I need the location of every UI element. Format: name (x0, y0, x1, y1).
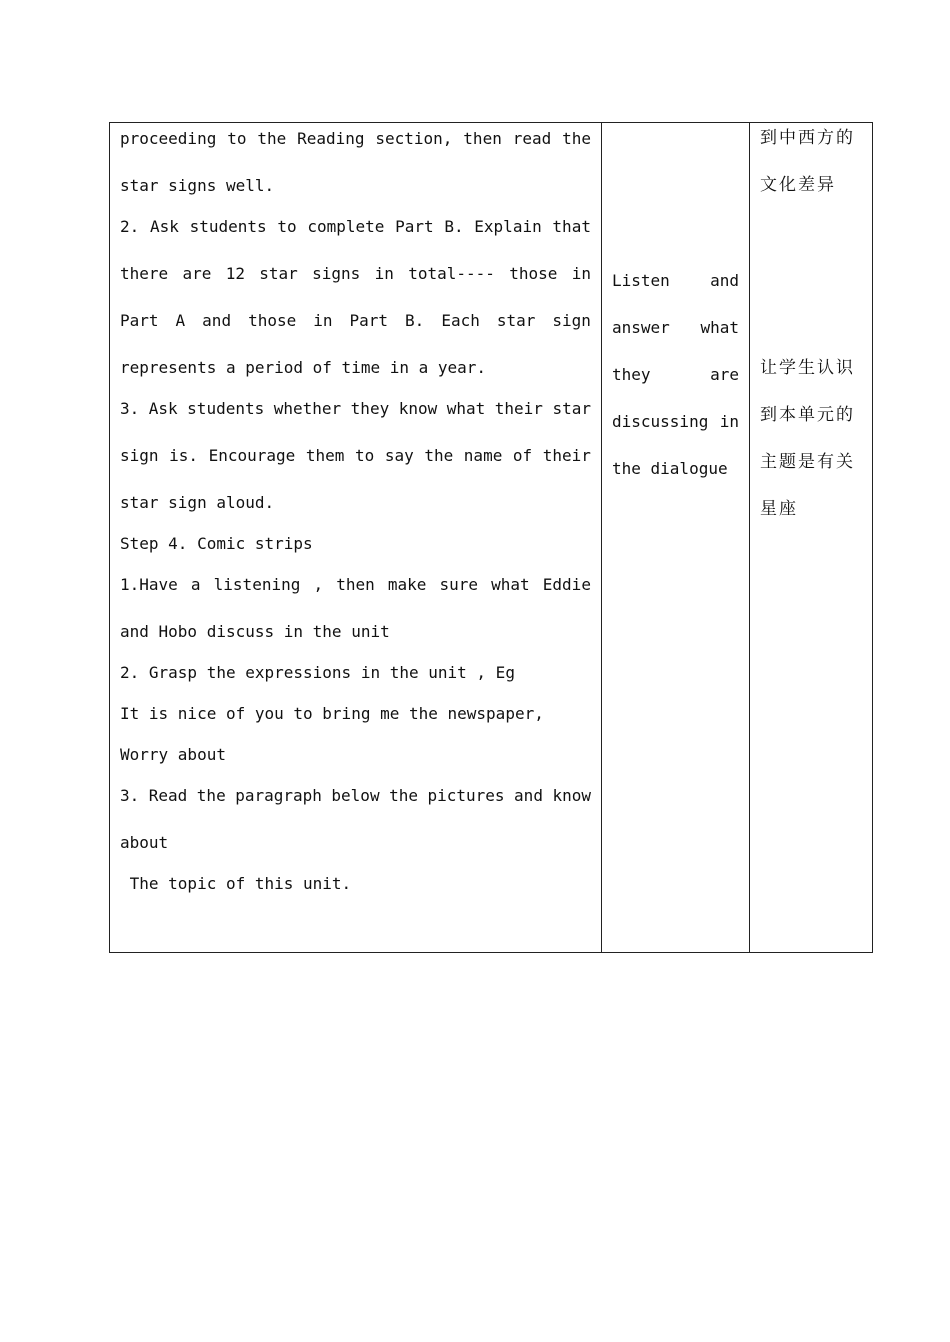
purpose-line: 到中西方的 (760, 128, 855, 148)
activity-line (612, 365, 739, 385)
word: them (305, 446, 345, 465)
word: Read (148, 786, 188, 805)
procedure-line (120, 264, 591, 284)
word: listening (213, 575, 301, 594)
step-heading: Step 4. Comic strips (120, 534, 313, 553)
purpose-line: 星座 (760, 499, 798, 519)
procedure-line: It is nice of you to bring me the newspaper, (120, 704, 544, 723)
word: 3. (120, 399, 140, 418)
word: those (248, 311, 297, 330)
word: to (277, 217, 297, 236)
word: B. (444, 217, 464, 236)
word: are (710, 365, 739, 384)
purpose-line: 让学生认识 (760, 358, 855, 378)
word: know (398, 399, 438, 418)
word: the (424, 446, 454, 465)
procedure-line (120, 446, 591, 466)
word: answer (612, 318, 670, 337)
word: there (120, 264, 169, 283)
word: they (350, 399, 390, 418)
word: their (494, 399, 543, 418)
word: Part (349, 311, 389, 330)
word: star (552, 399, 591, 418)
word: paragraph (235, 786, 322, 805)
word: that (552, 217, 591, 236)
procedure-line (120, 311, 591, 331)
word: Ask (148, 399, 178, 418)
word: 1.Have (120, 575, 178, 594)
word: proceeding (120, 129, 217, 148)
word: sign (120, 446, 159, 465)
word: their (542, 446, 591, 465)
teaching-purpose-cell (749, 123, 872, 952)
word: the (196, 786, 226, 805)
word: to (227, 129, 247, 148)
procedure-line: represents a period of time in a year. (120, 358, 487, 377)
teaching-procedure-cell (110, 123, 601, 952)
word: they (612, 365, 651, 384)
word: the (257, 129, 287, 148)
word: 2. (120, 217, 140, 236)
procedure-line (120, 399, 591, 419)
word: of (512, 446, 533, 465)
word: in (719, 412, 739, 431)
purpose-line: 主题是有关 (760, 452, 855, 472)
word: is. (169, 446, 199, 465)
word: what (491, 575, 530, 594)
word: , (313, 575, 324, 594)
word: discussing (612, 412, 709, 431)
student-activity-cell (601, 123, 749, 952)
purpose-line: 文化差异 (760, 175, 836, 195)
word: say (384, 446, 414, 465)
word: and (202, 311, 232, 330)
word: read (512, 129, 552, 148)
word: complete (307, 217, 385, 236)
word: what (700, 318, 739, 337)
procedure-line: star sign aloud. (120, 493, 275, 512)
word: star (496, 311, 536, 330)
word: section, (375, 129, 453, 148)
procedure-line: The topic of this unit. (120, 874, 352, 893)
word: signs (312, 264, 361, 283)
word: in (313, 311, 333, 330)
word: 12 (225, 264, 245, 283)
word: the (389, 786, 418, 805)
word: and (514, 786, 543, 805)
procedure-line: and Hobo discuss in the unit (120, 622, 390, 641)
word: Ask (149, 217, 179, 236)
activity-line (612, 271, 739, 291)
procedure-line (120, 786, 591, 806)
word: sure (439, 575, 479, 594)
procedure-line (120, 129, 591, 149)
procedure-line: about (120, 833, 169, 852)
procedure-line: 2. Grasp the expressions in the unit , Eg (120, 663, 515, 682)
word: Each (441, 311, 480, 330)
procedure-line (120, 575, 591, 595)
word: a (190, 575, 201, 594)
word: A (175, 311, 186, 330)
word: sign (552, 311, 591, 330)
word: below (331, 786, 380, 805)
word: Part (395, 217, 434, 236)
word: in (571, 264, 591, 283)
word: make (387, 575, 427, 594)
word: star (259, 264, 298, 283)
activity-line (612, 318, 739, 338)
word: and (710, 271, 739, 290)
word: know (552, 786, 591, 805)
word: Listen (612, 271, 670, 290)
word: B. (405, 311, 425, 330)
word: students (189, 217, 267, 236)
word: Part (120, 311, 159, 330)
word: 3. (120, 786, 140, 805)
purpose-line: 到本单元的 (760, 405, 855, 425)
word: what (446, 399, 486, 418)
word: pictures (427, 786, 505, 805)
word: name (463, 446, 503, 465)
lesson-plan-table (109, 122, 873, 953)
word: the (562, 129, 591, 148)
word: students (187, 399, 265, 418)
word: in (374, 264, 394, 283)
word: Reading (297, 129, 365, 148)
word: then (336, 575, 375, 594)
word: total---- (408, 264, 495, 283)
word: then (463, 129, 502, 148)
word: to (354, 446, 375, 465)
word: whether (273, 399, 342, 418)
word: Eddie (542, 575, 591, 594)
word: Explain (474, 217, 542, 236)
word: Encourage (208, 446, 296, 465)
word: those (509, 264, 558, 283)
procedure-line (120, 217, 591, 237)
activity-line (612, 412, 739, 432)
word: are (182, 264, 212, 283)
procedure-line: star signs well. (120, 176, 275, 195)
activity-line: the dialogue (612, 459, 728, 478)
procedure-line: Worry about (120, 745, 226, 764)
